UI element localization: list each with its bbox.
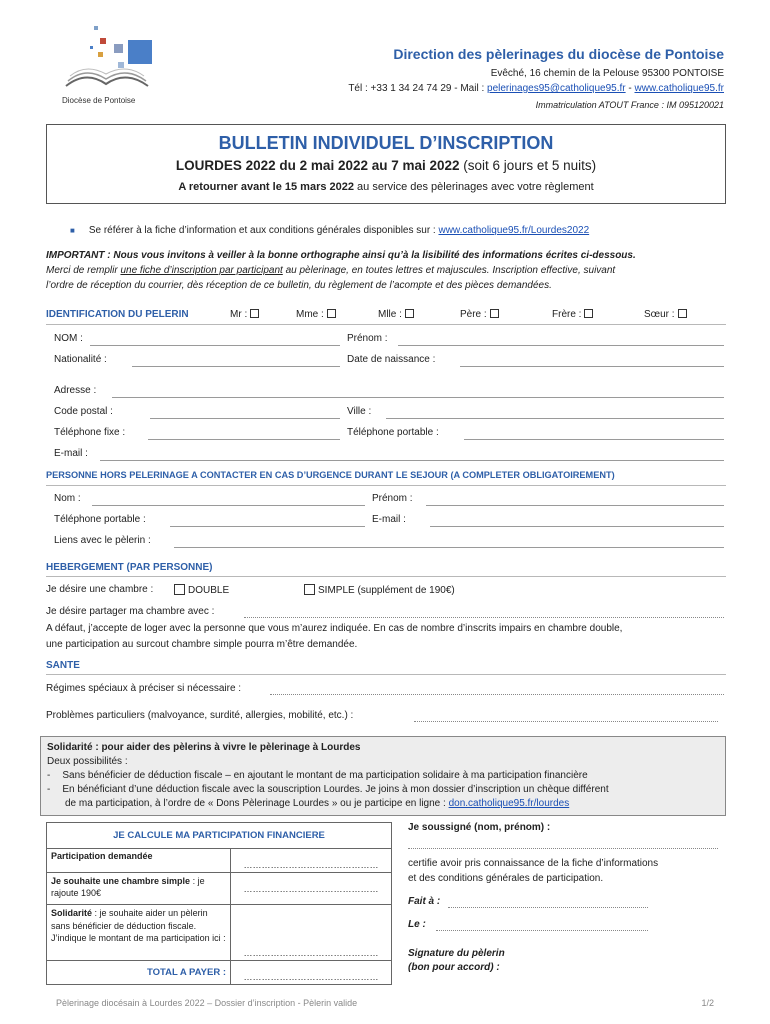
chambre-simple-amount[interactable]: ………………………………………: [231, 873, 392, 905]
participation-amount[interactable]: ………………………………………: [231, 849, 392, 873]
nom-field[interactable]: [90, 345, 340, 346]
urg-liens-label: Liens avec le pèlerin :: [54, 535, 151, 546]
tel-fixe-label: Téléphone fixe :: [54, 427, 126, 438]
signature-label: Signature du pèlerin (bon pour accord) :: [408, 948, 505, 973]
civ-mr[interactable]: Mr :: [230, 309, 259, 320]
civ-pere[interactable]: Père :: [460, 309, 499, 320]
divider: [46, 485, 726, 486]
org-name: Direction des pèlerinages du diocèse de Pontoise: [393, 46, 724, 62]
date-field[interactable]: [436, 930, 648, 931]
solidarite-amount[interactable]: ………………………………………: [231, 905, 392, 961]
checkbox-icon[interactable]: [405, 309, 414, 318]
nationalite-field[interactable]: [132, 366, 340, 367]
fait-label: Fait à :: [408, 896, 441, 907]
don-link[interactable]: don.catholique95.fr/lourdes: [448, 798, 570, 809]
lourdes-info-link[interactable]: www.catholique95.fr/Lourdes2022: [438, 225, 590, 236]
urgence-section-title: PERSONNE HORS PELERINAGE A CONTACTER EN CAS D’URGENCE DURANT LE SEJOUR (A COMPLETER OBLIGATOIREMENT): [46, 470, 615, 480]
urg-email-label: E-mail :: [372, 514, 406, 525]
civ-soeur[interactable]: Sœur :: [644, 309, 687, 320]
bullet-icon: ■: [70, 226, 75, 235]
le-label: Le :: [408, 919, 426, 930]
divider: [46, 576, 726, 577]
defaut-note: A défaut, j’accepte de loger avec la personne que vous m’aurez indiquée. En cas de nombre d’inscrits impairs en chambre double, une participation au surcout chambre simple pourra m’être demandée.: [46, 623, 623, 650]
chambre-simple-label: Je souhaite une chambre simple : je rajoute 190€: [47, 873, 231, 905]
immatriculation: Immatriculation ATOUT France : IM 095120021: [535, 100, 724, 110]
chambre-label: Je désire une chambre :: [46, 584, 154, 595]
regimes-label: Régimes spéciaux à préciser si nécessaire :: [46, 683, 242, 694]
urg-email-field[interactable]: [430, 526, 724, 527]
total-label: TOTAL A PAYER :: [47, 961, 231, 985]
email-field[interactable]: [100, 460, 724, 461]
page-number: 1/2: [701, 998, 714, 1008]
checkbox-icon[interactable]: [490, 309, 499, 318]
urg-tel-field[interactable]: [170, 526, 365, 527]
solidarite-box: Solidarité : pour aider des pèlerins à vivre le pèlerinage à Lourdes Deux possibilités : - Sans bénéficier de déduction fiscale – en ajoutant le montant de ma participation solidaire à ma participation financière - En bénéficiant d’une déduction fiscale avec la souscription Lourdes. Je joins à mon dossier d’inscription un chèque différent de ma participation, à l’ordre de « Dons Pèlerinage Lourdes » ou je participe en ligne : don.catholique95.fr/lourdes: [40, 736, 726, 816]
adresse-label: Adresse :: [54, 385, 97, 396]
ville-label: Ville :: [347, 406, 372, 417]
regimes-field[interactable]: [270, 694, 724, 695]
civ-mlle[interactable]: Mlle :: [378, 309, 414, 320]
urg-liens-field[interactable]: [174, 547, 724, 548]
simple-option[interactable]: SIMPLE (supplément de 190€): [304, 584, 455, 596]
double-option[interactable]: DOUBLE: [174, 584, 229, 596]
title-box: [46, 124, 726, 204]
checkbox-icon[interactable]: [174, 584, 185, 595]
footer-text: Pèlerinage diocésain à Lourdes 2022 – Dossier d’inscription - Pèlerin valide: [56, 998, 358, 1008]
divider: [46, 324, 726, 325]
urg-prenom-field[interactable]: [426, 505, 724, 506]
soussigne-field[interactable]: [408, 848, 718, 849]
ville-field[interactable]: [386, 418, 724, 419]
logo-caption: Diocèse de Pontoise: [62, 96, 136, 105]
tel-fixe-field[interactable]: [148, 439, 340, 440]
problemes-label: Problèmes particuliers (malvoyance, surdité, allergies, mobilité, etc.) :: [46, 710, 354, 721]
ident-section-title: IDENTIFICATION DU PELERIN: [46, 309, 189, 320]
checkbox-icon[interactable]: [327, 309, 336, 318]
diocese-logo: [56, 18, 160, 110]
naissance-label: Date de naissance :: [347, 354, 436, 365]
civ-frere[interactable]: Frère :: [552, 309, 593, 320]
checkbox-icon[interactable]: [304, 584, 315, 595]
checkbox-icon[interactable]: [678, 309, 687, 318]
participation-label: Participation demandée: [47, 849, 231, 873]
checkbox-icon[interactable]: [584, 309, 593, 318]
solidarite-title: Solidarité : pour aider des pèlerins à vivre le pèlerinage à Lourdes: [47, 742, 361, 753]
org-address: Evêché, 16 chemin de la Pelouse 95300 PONTOISE: [490, 68, 724, 79]
return-deadline: A retourner avant le 15 mars 2022 au service des pèlerinages avec votre règlement: [178, 181, 594, 193]
prenom-field[interactable]: [398, 345, 724, 346]
total-amount[interactable]: ………………………………………: [231, 961, 392, 985]
trip-dates: LOURDES 2022 du 2 mai 2022 au 7 mai 2022 (soit 6 jours et 5 nuits): [175, 158, 597, 173]
finance-table: [46, 822, 392, 985]
finance-header: JE CALCULE MA PARTICIPATION FINANCIERE: [47, 823, 392, 849]
urg-tel-label: Téléphone portable :: [54, 514, 146, 525]
email-link[interactable]: pelerinages95@catholique95.fr: [487, 83, 626, 94]
soussigne-label: Je soussigné (nom, prénom) :: [408, 822, 551, 833]
problemes-field[interactable]: [414, 721, 718, 722]
naissance-field[interactable]: [460, 366, 724, 367]
org-contact: Tél : +33 1 34 24 74 29 - Mail : pelerinages95@catholique95.fr - www.catholique95.fr: [348, 83, 724, 94]
sante-section-title: SANTE: [46, 660, 80, 671]
refer-note: ■ Se référer à la fiche d’information et aux conditions générales disponibles sur : www.catholique95.fr/Lourdes2022: [70, 225, 590, 236]
partager-field[interactable]: [244, 617, 724, 618]
prenom-label: Prénom :: [347, 333, 388, 344]
cp-field[interactable]: [150, 418, 340, 419]
tel-port-label: Téléphone portable :: [347, 427, 439, 438]
partager-label: Je désire partager ma chambre avec :: [46, 606, 215, 617]
fait-field[interactable]: [448, 907, 648, 908]
nom-label: NOM :: [54, 333, 83, 344]
email-label: E-mail :: [54, 448, 88, 459]
civ-mme[interactable]: Mme :: [296, 309, 336, 320]
nationalite-label: Nationalité :: [54, 354, 107, 365]
adresse-field[interactable]: [112, 397, 724, 398]
checkbox-icon[interactable]: [250, 309, 259, 318]
urg-prenom-label: Prénom :: [372, 493, 413, 504]
urg-nom-label: Nom :: [54, 493, 81, 504]
tel-port-field[interactable]: [464, 439, 724, 440]
important-note: IMPORTANT : Nous vous invitons à veiller à la bonne orthographe ainsi qu’à la lisibilité des informations écrites ci-dessous. Merci de remplir une fiche d’inscription par participant au pèlerinage, en toutes lettres et majuscules. Inscription effective, suivant l’ordre de réception du courrier, dès réception de ce bulletin, du règlement de l’acompte et des pièces demandées.: [46, 250, 636, 291]
website-link[interactable]: www.catholique95.fr: [634, 83, 724, 94]
divider: [46, 674, 726, 675]
heberg-section-title: HEBERGEMENT (PAR PERSONNE): [46, 562, 213, 573]
solidarite-amount-label: Solidarité : je souhaite aider un pèlerin sans bénéficier de déduction fiscale. J’indique le montant de ma participation ici :: [47, 905, 231, 961]
certifie-text: certifie avoir pris connaissance de la fiche d’informations et des conditions générales de participation.: [408, 858, 659, 884]
page-title: BULLETIN INDIVIDUEL D’INSCRIPTION: [218, 133, 554, 153]
urg-nom-field[interactable]: [92, 505, 365, 506]
cp-label: Code postal :: [54, 406, 113, 417]
